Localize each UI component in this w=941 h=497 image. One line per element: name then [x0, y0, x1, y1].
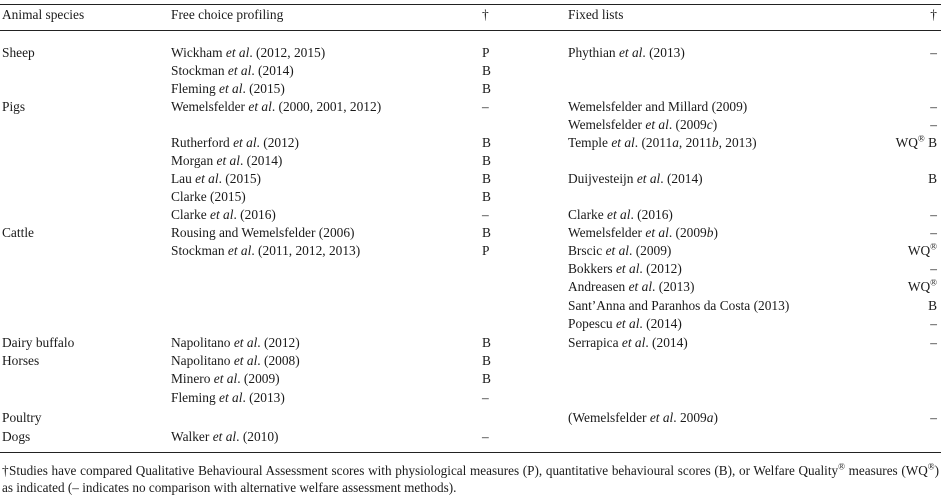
cell-animal-species: Dairy buffalo [2, 335, 75, 350]
cell-free-choice-profiling: Wemelsfelder et al. (2000, 2001, 2012) [171, 99, 382, 114]
cell-free-choice-profiling: Minero et al. (2009) [171, 371, 280, 386]
cell-fl-comparison: – [930, 45, 937, 60]
cell-free-choice-profiling: Morgan et al. (2014) [171, 153, 283, 168]
table-header-rule [0, 30, 941, 31]
cell-fcp-comparison: B [482, 189, 491, 204]
cell-fcp-comparison: B [482, 225, 491, 240]
header-animal-species: Animal species [2, 7, 85, 22]
cell-free-choice-profiling: Clarke (2015) [171, 189, 246, 204]
cell-fcp-comparison: P [482, 45, 490, 60]
cell-free-choice-profiling: Clarke et al. (2016) [171, 207, 276, 222]
cell-fl-comparison: WQ® [907, 277, 937, 294]
cell-fixed-lists: Serrapica et al. (2014) [568, 335, 688, 350]
cell-fixed-lists: (Wemelsfelder et al. 2009a) [568, 410, 718, 425]
cell-fl-comparison: – [930, 225, 937, 240]
cell-fl-comparison: B [928, 298, 937, 313]
cell-fl-comparison: WQ® [907, 241, 937, 258]
cell-fl-comparison: – [930, 99, 937, 114]
cell-fl-comparison: WQ® B [895, 133, 937, 150]
cell-free-choice-profiling: Wickham et al. (2012, 2015) [171, 45, 326, 60]
cell-fcp-comparison: B [482, 153, 491, 168]
cell-fcp-comparison: B [482, 353, 491, 368]
cell-fixed-lists: Wemelsfelder et al. (2009b) [568, 225, 718, 240]
cell-free-choice-profiling: Fleming et al. (2013) [171, 390, 285, 405]
cell-free-choice-profiling: Lau et al. (2015) [171, 171, 262, 186]
cell-fl-comparison: – [930, 261, 937, 276]
cell-free-choice-profiling: Napolitano et al. (2012) [171, 335, 300, 350]
cell-fcp-comparison: B [482, 135, 491, 150]
cell-fl-comparison: – [930, 117, 937, 132]
cell-fixed-lists: Bokkers et al. (2012) [568, 261, 682, 276]
cell-fixed-lists: Clarke et al. (2016) [568, 207, 673, 222]
cell-fixed-lists: Wemelsfelder and Millard (2009) [568, 99, 748, 114]
cell-animal-species: Dogs [2, 429, 31, 444]
cell-fl-comparison: – [930, 207, 937, 222]
cell-fcp-comparison: P [482, 243, 490, 258]
cell-fcp-comparison: – [482, 429, 489, 444]
table-footnote: †Studies have compared Qualitative Behavioural Assessment scores with physiological measures (P), quantitative behavioural scores (B), or Welfare Quality® measures (WQ®) as indicated (– indicates no comparison with alternative welfare assessment methods). [2, 461, 939, 495]
cell-fcp-comparison: B [482, 81, 491, 96]
cell-fl-comparison: B [928, 171, 937, 186]
cell-fcp-comparison: – [482, 99, 489, 114]
header-free-choice-profiling: Free choice profiling [171, 7, 284, 22]
cell-fixed-lists: Temple et al. (2011a, 2011b, 2013) [568, 135, 757, 150]
cell-free-choice-profiling: Walker et al. (2010) [171, 429, 279, 444]
cell-fcp-comparison: B [482, 335, 491, 350]
cell-animal-species: Pigs [2, 99, 26, 114]
cell-free-choice-profiling: Rousing and Wemelsfelder (2006) [171, 225, 355, 240]
cell-fl-comparison: – [930, 410, 937, 425]
cell-fcp-comparison: – [482, 390, 489, 405]
cell-free-choice-profiling: Stockman et al. (2011, 2012, 2013) [171, 243, 361, 258]
table-top-rule [0, 4, 941, 5]
cell-fixed-lists: Andreasen et al. (2013) [568, 279, 695, 294]
cell-free-choice-profiling: Fleming et al. (2015) [171, 81, 285, 96]
cell-free-choice-profiling: Napolitano et al. (2008) [171, 353, 300, 368]
cell-fcp-comparison: B [482, 171, 491, 186]
cell-fl-comparison: – [930, 335, 937, 350]
header-fl-comparison-mark: † [930, 7, 937, 22]
cell-free-choice-profiling: Rutherford et al. (2012) [171, 135, 299, 150]
cell-fcp-comparison: B [482, 63, 491, 78]
cell-fixed-lists: Wemelsfelder et al. (2009c) [568, 117, 718, 132]
cell-animal-species: Sheep [2, 45, 35, 60]
cell-fcp-comparison: B [482, 371, 491, 386]
table-bottom-rule [0, 452, 941, 453]
cell-fixed-lists: Sant’Anna and Paranhos da Costa (2013) [568, 298, 790, 313]
cell-animal-species: Horses [2, 353, 40, 368]
header-fcp-comparison-mark: † [482, 7, 489, 22]
cell-animal-species: Cattle [2, 225, 34, 240]
cell-animal-species: Poultry [2, 410, 42, 425]
cell-fixed-lists: Phythian et al. (2013) [568, 45, 685, 60]
cell-fixed-lists: Popescu et al. (2014) [568, 316, 682, 331]
cell-fixed-lists: Duijvesteijn et al. (2014) [568, 171, 703, 186]
cell-fcp-comparison: – [482, 207, 489, 222]
header-fixed-lists: Fixed lists [568, 7, 624, 22]
cell-free-choice-profiling: Stockman et al. (2014) [171, 63, 294, 78]
cell-fl-comparison: – [930, 316, 937, 331]
cell-fixed-lists: Brscic et al. (2009) [568, 243, 672, 258]
